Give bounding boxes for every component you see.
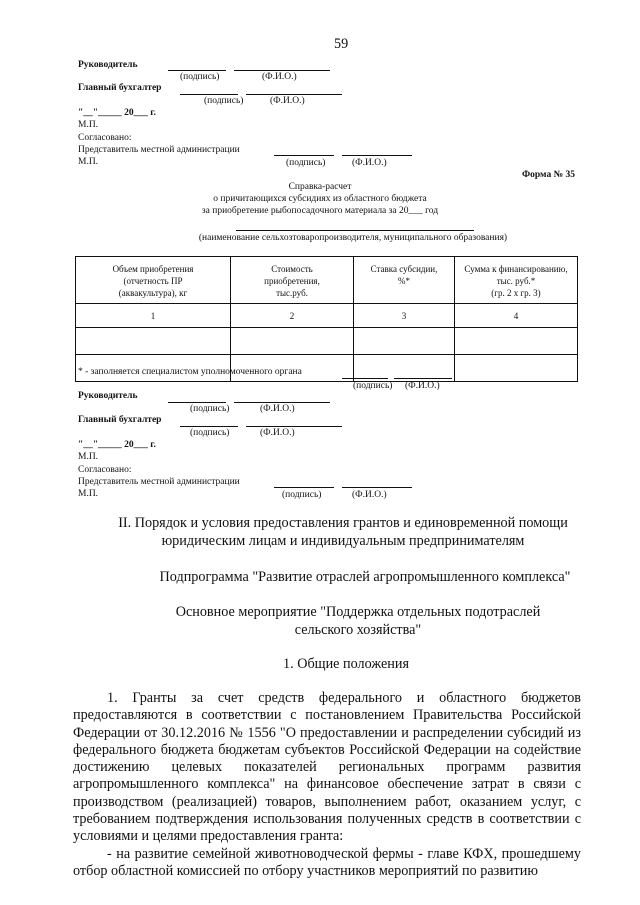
signature-line (274, 155, 334, 156)
fio-caption: (Ф.И.О.) (405, 381, 440, 391)
director-label: Руководитель (78, 391, 138, 401)
main-event-title: Основное мероприятие "Поддержка отдельных подотраслей (175, 604, 541, 620)
date-line: "__"_____ 20___ г. (78, 440, 156, 450)
signature-line (180, 426, 238, 427)
form-subtitle-year: за приобретение рыбопосадочного материала за 20___ год (201, 206, 439, 216)
paragraph-family-farm: - на развитие семейной животноводческой фермы - главе КФХ, прошедшему отбор областной комиссией по отбору участников мероприятий по развитию (73, 846, 581, 880)
fio-caption: (Ф.И.О.) (352, 158, 387, 168)
director-label: Руководитель (78, 60, 138, 70)
fio-caption: (Ф.И.О.) (270, 96, 305, 106)
signature-caption: (подпись) (282, 490, 322, 500)
form-title: Справка-расчет (288, 182, 352, 192)
table-header-cell: Стоимость приобретения, тыс.руб. (231, 257, 354, 304)
table-cell (76, 328, 231, 355)
signature-caption: (подпись) (180, 72, 220, 82)
admin-rep-label: Представитель местной администрации (78, 145, 240, 155)
table-header-cell: Сумма к финансированию, тыс. руб.* (гр. 2 х гр. 3) (455, 257, 578, 304)
producer-caption: (наименование сельхозтоваропроизводителя, муниципального образования) (198, 233, 508, 243)
general-heading: 1. Общие положения (283, 656, 409, 672)
signature-caption: (подпись) (353, 381, 393, 391)
page-number: 59 (334, 36, 349, 52)
signature-caption: (подпись) (286, 158, 326, 168)
date-line: "__"_____ 20___ г. (78, 108, 156, 118)
column-number: 1 (76, 304, 231, 328)
form-number: Форма № 35 (522, 170, 576, 180)
column-number: 2 (231, 304, 354, 328)
fio-line (234, 402, 330, 403)
table-header-cell: Объем приобретения (отчетность ПР (аквакультура), кг (76, 257, 231, 304)
signature-caption: (подпись) (204, 96, 244, 106)
main-event-title-line2: сельского хозяйства" (294, 622, 422, 638)
fio-caption: (Ф.И.О.) (262, 72, 297, 82)
subprogram-title: Подпрограмма "Развитие отраслей агропромышленного комплекса" (159, 569, 571, 585)
producer-line (236, 230, 474, 231)
signature-caption: (подпись) (190, 404, 230, 414)
stamp-label: М.П. (78, 452, 99, 462)
table-cell (455, 355, 578, 382)
admin-rep-label: Представитель местной администрации (78, 477, 240, 487)
table-cell (231, 328, 354, 355)
table-cell (455, 328, 578, 355)
signature-caption: (подпись) (190, 428, 230, 438)
fio-line (246, 426, 342, 427)
signature-line (180, 94, 238, 95)
column-number: 4 (455, 304, 578, 328)
calculation-table (75, 256, 578, 382)
fio-caption: (Ф.И.О.) (352, 490, 387, 500)
fio-line (342, 487, 412, 488)
section-heading: II. Порядок и условия предоставления грантов и единовременной помощи (118, 515, 568, 531)
column-number: 3 (354, 304, 455, 328)
signature-line (168, 70, 226, 71)
paragraph-grants: 1. Гранты за счет средств федерального и областного бюджетов предоставляются в соответствии с постановлением Правительства Российской Федерации от 30.12.2016 № 1556 "О предоставлении и распределении субсидий из федерального бюджета бюджетам субъектов Российской Федерации на содействие достижению целевых показателей региональных программ развития агропромышленного комплекса" на финансовое обеспечение затрат в связи с производством (реализацией) товаров, выполнением работ, оказанием услуг, с требованием подтверждения использования полученных средств в соответствии с условиями и целями предоставления гранта: (73, 690, 581, 845)
table-row (76, 328, 578, 355)
fio-caption: (Ф.И.О.) (260, 428, 295, 438)
stamp-label: М.П. (78, 157, 99, 167)
accountant-label: Главный бухгалтер (78, 83, 162, 93)
agreed-label: Согласовано: (78, 465, 132, 475)
fio-line (234, 70, 330, 71)
form-subtitle: о причитающихся субсидиях из областного бюджета (213, 194, 427, 204)
fio-line (342, 155, 412, 156)
stamp-label: М.П. (78, 489, 99, 499)
fio-caption: (Ф.И.О.) (260, 404, 295, 414)
accountant-label: Главный бухгалтер (78, 415, 162, 425)
stamp-label: М.П. (78, 120, 99, 130)
signature-line (168, 402, 226, 403)
signature-line (342, 378, 388, 379)
fio-line (394, 378, 452, 379)
agreed-label: Согласовано: (78, 133, 132, 143)
section-heading-line2: юридическим лицам и индивидуальным предпринимателям (161, 533, 525, 549)
fio-line (246, 94, 342, 95)
table-row (76, 304, 578, 328)
table-cell (354, 328, 455, 355)
footnote: * - заполняется специалистом уполномоченного органа (78, 367, 302, 377)
table-header-row (76, 257, 578, 304)
signature-line (274, 487, 334, 488)
table-header-cell: Ставка субсидии, %* (354, 257, 455, 304)
